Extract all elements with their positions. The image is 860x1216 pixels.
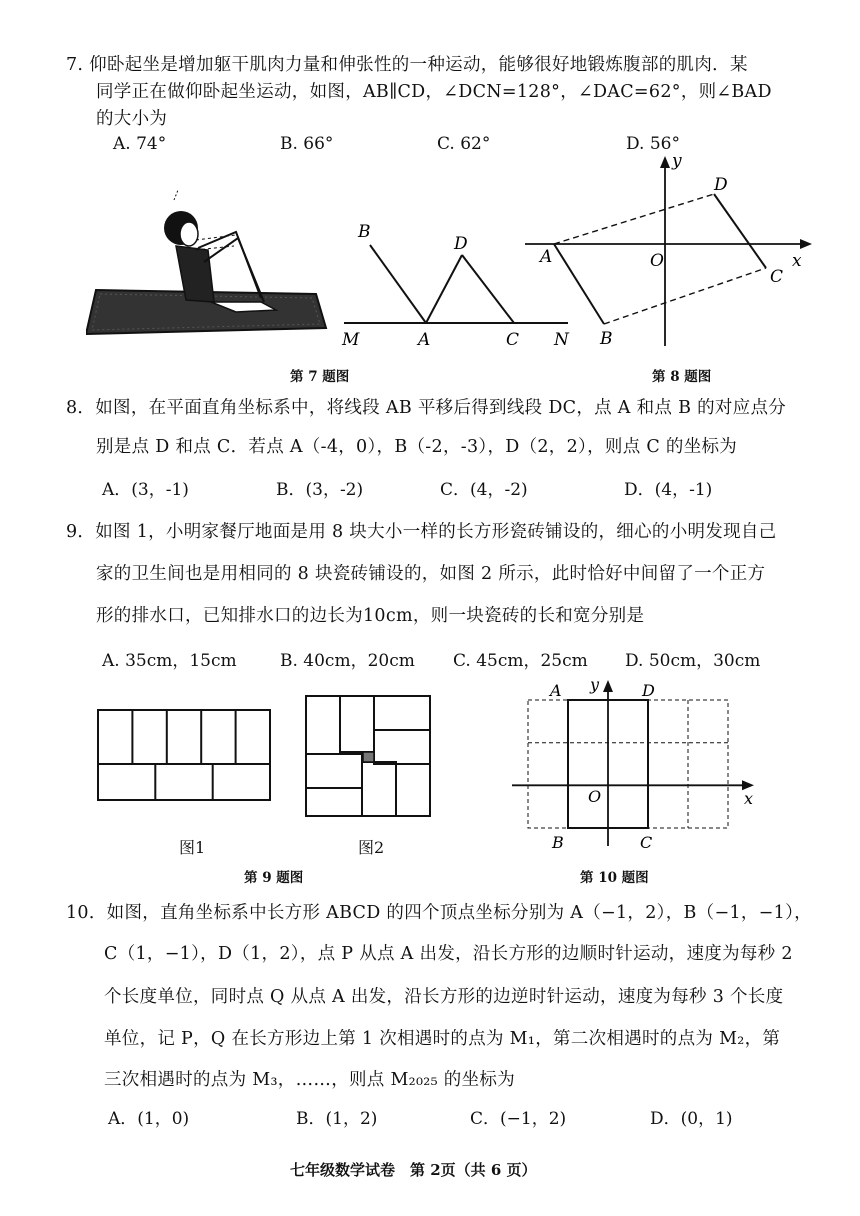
label-o: O xyxy=(650,251,664,271)
q9-text-line2: 家的卫生间也是用相同的 8 块瓷砖铺设的，如图 2 所示，此时恰好中间留了一个正方 xyxy=(96,564,766,584)
q9-text-line3: 形的排水口，已知排水口的边长为10cm，则一块瓷砖的长和宽分别是 xyxy=(96,606,645,626)
q8-coordinate-figure xyxy=(520,150,820,350)
q9-fig2-caption: 图2 xyxy=(358,838,385,857)
label-a: A xyxy=(418,330,431,350)
q10-option-c: C．(−1，2) xyxy=(470,1109,567,1129)
label-n: N xyxy=(554,330,569,350)
label-m: M xyxy=(342,330,360,350)
q10-text-line3: 个长度单位，同时点 Q 从点 A 出发，沿长方形的边逆时针运动，速度为每秒 3 个长度 xyxy=(104,987,784,1007)
y-axis-arrow xyxy=(660,156,670,168)
label-x: x xyxy=(744,789,754,808)
dashed-grid-border xyxy=(528,700,728,828)
label-a: A xyxy=(540,247,553,267)
q9-option-d: D. 50cm，30cm xyxy=(625,651,761,671)
q8-option-b: B．(3，-2) xyxy=(276,480,364,500)
q8-option-d: D．(4，-1) xyxy=(624,480,713,500)
q9-text-line1: 9．如图 1，小明家餐厅地面是用 8 块大小一样的长方形瓷砖铺设的，细心的小明发现自己 xyxy=(66,522,777,542)
label-x: x xyxy=(792,251,802,271)
label-o: O xyxy=(588,787,602,806)
situp-illustration xyxy=(86,190,336,350)
q7-option-c: C. 62° xyxy=(437,134,491,154)
segment-dc xyxy=(462,255,514,323)
label-b: B xyxy=(600,329,613,349)
q7-caption: 第 7 题图 xyxy=(290,369,350,385)
dashed-ad xyxy=(554,194,714,244)
q9-figure2-tiles xyxy=(304,694,434,820)
segment-ad xyxy=(426,255,462,323)
q7-text-line1: 7. 仰卧起坐是增加躯干肌肉力量和伸张性的一种运动，能够很好地锻炼腹部的肌肉．某 xyxy=(66,55,748,75)
q8-option-a: A．(3，-1) xyxy=(102,480,189,500)
q7-option-b: B. 66° xyxy=(280,134,334,154)
label-y: y xyxy=(672,151,682,171)
q7-text-line2: 同学正在做仰卧起坐运动，如图，AB∥CD，∠DCN=128°，∠DAC=62°，则∠BAD xyxy=(96,82,772,102)
q10-text-line2: C（1，−1），D（1，2），点 P 从点 A 出发，沿长方形的边顺时针运动，速度为每秒 2 xyxy=(104,944,793,964)
dashed-bc xyxy=(604,268,766,324)
q7-option-d: D. 56° xyxy=(626,134,680,154)
label-c: C xyxy=(506,330,520,350)
q9-option-b: B. 40cm，20cm xyxy=(280,651,415,671)
y-axis-arrow xyxy=(603,680,613,692)
label-d: D xyxy=(454,234,468,254)
q9-option-a: A. 35cm，15cm xyxy=(102,651,237,671)
drain-square xyxy=(363,752,374,762)
q10-option-d: D．(0，1) xyxy=(650,1109,733,1129)
segment-dc xyxy=(714,194,766,268)
q10-option-a: A．(1，0) xyxy=(108,1109,190,1129)
page-footer: 七年级数学试卷 第 2页（共 6 页） xyxy=(290,1161,537,1179)
q7-option-a: A. 74° xyxy=(113,134,167,154)
q9-figure1-tiles xyxy=(96,708,276,804)
label-a: A xyxy=(550,681,562,700)
q7-text-line3: 的大小为 xyxy=(96,109,168,129)
label-d: D xyxy=(642,681,655,700)
x-axis-arrow xyxy=(800,239,812,249)
q9-caption: 第 9 题图 xyxy=(244,870,304,886)
q10-option-b: B．(1，2) xyxy=(296,1109,378,1129)
label-y: y xyxy=(590,676,600,694)
q9-option-c: C. 45cm，25cm xyxy=(453,651,588,671)
label-b: B xyxy=(552,833,564,852)
q10-text-line4: 单位，记 P，Q 在长方形边上第 1 次相遇时的点为 M₁，第二次相遇时的点为 M₂，第 xyxy=(104,1029,781,1049)
segment-ab xyxy=(554,244,604,324)
q10-text-line5: 三次相遇时的点为 M₃，……，则点 M₂₀₂₅ 的坐标为 xyxy=(104,1070,516,1090)
label-c: C xyxy=(640,833,653,852)
q8-text-line1: 8．如图，在平面直角坐标系中，将线段 AB 平移后得到线段 DC，点 A 和点 B 的对应点分 xyxy=(66,398,787,418)
q8-caption: 第 8 题图 xyxy=(652,369,712,385)
q9-fig1-caption: 图1 xyxy=(179,838,206,857)
q10-coordinate-figure xyxy=(512,676,762,856)
label-c: C xyxy=(770,267,784,287)
q10-text-line1: 10．如图，直角坐标系中长方形 ABCD 的四个顶点坐标分别为 A（−1，2），B（−1，−1）， xyxy=(66,903,812,923)
q8-text-line2: 别是点 D 和点 C．若点 A（-4，0），B（-2，-3），D（2，2），则点 C 的坐标为 xyxy=(96,437,738,457)
q10-caption: 第 10 题图 xyxy=(580,870,649,886)
q8-option-c: C．(4，-2) xyxy=(440,480,528,500)
segment-ab xyxy=(370,245,426,323)
label-b: B xyxy=(358,222,371,242)
label-d: D xyxy=(714,175,728,195)
